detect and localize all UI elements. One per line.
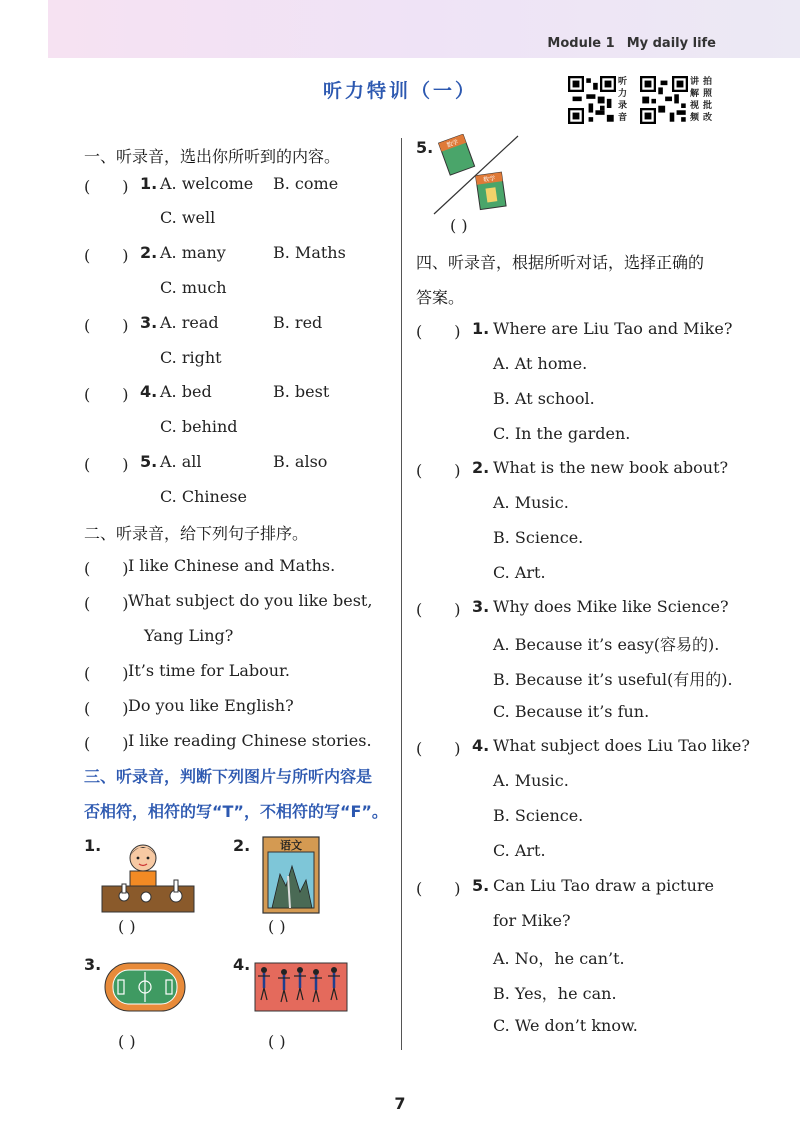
option-a: A. welcome — [160, 174, 254, 193]
item-number: 4. — [140, 382, 158, 401]
question: What is the new book about? — [493, 458, 729, 477]
question-cont: for Mike? — [493, 911, 571, 930]
column-divider — [401, 138, 402, 1050]
answer-blank[interactable]: ( ) — [84, 316, 129, 335]
option-a: A. No，he can’t. — [493, 949, 625, 968]
qr-code-icon[interactable] — [640, 76, 688, 124]
chinese-book-picture — [262, 836, 320, 914]
answer-blank[interactable]: ( ) — [84, 246, 129, 265]
pe-class-picture — [254, 962, 348, 1012]
option-c: C. Art. — [493, 841, 546, 860]
option-b: B. Science. — [493, 528, 584, 547]
option-a: A. Music. — [493, 771, 569, 790]
option-b: B. Maths — [273, 243, 346, 262]
book-title: 数学 — [482, 175, 496, 184]
qr-label-right2: 拍照批改 — [703, 77, 713, 123]
sentence: Do you like English? — [128, 696, 294, 715]
answer-blank[interactable]: ( ) — [416, 322, 461, 341]
question: What subject does Liu Tao like? — [493, 736, 750, 755]
item-number: 1. — [140, 174, 158, 193]
option-c: C. right — [160, 348, 222, 367]
pic-number: 1. — [84, 836, 102, 855]
option-b: B. At school. — [493, 389, 595, 408]
module-label: Module 1 — [547, 36, 615, 51]
option-c: C. much — [160, 278, 227, 297]
answer-blank[interactable]: ( ) — [118, 1032, 136, 1051]
answer-blank[interactable]: ( ) — [84, 594, 129, 613]
answer-blank[interactable]: ( ) — [84, 455, 129, 474]
option-b: B. best — [273, 382, 330, 401]
answer-blank[interactable]: ( ) — [416, 600, 461, 619]
answer-blank[interactable]: ( ) — [416, 739, 461, 758]
sentence: I like reading Chinese stories. — [128, 731, 372, 750]
option-b: B. Science. — [493, 806, 584, 825]
sentence-cont: Yang Ling? — [144, 626, 234, 645]
answer-blank[interactable]: ( ) — [84, 177, 129, 196]
item-number: 5. — [140, 452, 158, 471]
option-a: A. read — [160, 313, 219, 332]
answer-blank[interactable]: ( ) — [416, 461, 461, 480]
section4-heading-line2: 答案。 — [416, 288, 465, 307]
option-c: C. In the garden. — [493, 424, 631, 443]
option-c: C. We don’t know. — [493, 1016, 638, 1035]
qr-label-left: 听力录音 — [618, 77, 628, 123]
pic-number: 5. — [416, 138, 434, 157]
book-title: 语文 — [280, 839, 302, 852]
answer-blank[interactable]: ( ) — [268, 917, 286, 936]
page-title: 听力特训（一） — [322, 80, 477, 102]
option-a: A. Because it’s easy(容易的). — [493, 635, 720, 654]
book-title: 数学 — [445, 138, 460, 150]
answer-blank[interactable]: ( ) — [84, 664, 129, 683]
section1-heading: 一、听录音，选出你所听到的内容。 — [84, 147, 341, 166]
section2-heading: 二、听录音，给下列句子排序。 — [84, 524, 309, 543]
sentence: It’s time for Labour. — [128, 661, 291, 680]
sentence: I like Chinese and Maths. — [128, 556, 336, 575]
option-b: B. Yes，he can. — [493, 984, 617, 1003]
option-a: A. Music. — [493, 493, 569, 512]
page-number: 7 — [394, 1094, 406, 1113]
sentence: What subject do you like best, — [128, 591, 373, 610]
question: Can Liu Tao draw a picture — [493, 876, 714, 895]
option-b: B. come — [273, 174, 339, 193]
module-header — [547, 36, 716, 51]
question: Why does Mike like Science? — [493, 597, 729, 616]
qr-label-right: 讲解视频 — [690, 77, 700, 123]
answer-blank[interactable]: ( ) — [268, 1032, 286, 1051]
answer-blank[interactable]: ( ) — [84, 699, 129, 718]
option-c: C. Art. — [493, 563, 546, 582]
item-number: 1. — [472, 319, 490, 338]
answer-blank[interactable]: ( ) — [118, 917, 136, 936]
qr-code-icon[interactable] — [568, 76, 616, 124]
option-a: A. all — [160, 452, 202, 471]
option-b: B. also — [273, 452, 328, 471]
football-field-picture — [104, 962, 186, 1012]
item-number: 2. — [140, 243, 158, 262]
option-c: C. behind — [160, 417, 238, 436]
answer-blank[interactable]: ( ) — [416, 879, 461, 898]
pic-number: 3. — [84, 955, 102, 974]
item-number: 3. — [472, 597, 490, 616]
option-c: C. Because it’s fun. — [493, 702, 650, 721]
option-a: A. bed — [160, 382, 212, 401]
option-a: A. many — [160, 243, 226, 262]
answer-blank[interactable]: ( ) — [84, 734, 129, 753]
option-c: C. well — [160, 208, 216, 227]
pic-number: 4. — [233, 955, 251, 974]
item-number: 3. — [140, 313, 158, 332]
option-a: A. At home. — [493, 354, 588, 373]
answer-blank[interactable]: ( ) — [450, 216, 468, 235]
section3-heading-line1: 三、听录音，判断下列图片与所听内容是 — [84, 767, 373, 786]
section4-heading-line1: 四、听录音，根据所听对话，选择正确的 — [416, 253, 705, 272]
science-lab-picture — [100, 836, 196, 914]
item-number: 4. — [472, 736, 490, 755]
section3-heading-line2: 否相符，相符的写“T”，不相符的写“F”。 — [84, 802, 388, 821]
item-number: 2. — [472, 458, 490, 477]
pic-number: 2. — [233, 836, 251, 855]
unit-label: My daily life — [626, 36, 716, 51]
option-b: B. red — [273, 313, 323, 332]
option-b: B. Because it’s useful(有用的). — [493, 670, 733, 689]
answer-blank[interactable]: ( ) — [84, 385, 129, 404]
books-picture — [430, 134, 522, 218]
option-c: C. Chinese — [160, 487, 247, 506]
item-number: 5. — [472, 876, 490, 895]
answer-blank[interactable]: ( ) — [84, 559, 129, 578]
question: Where are Liu Tao and Mike? — [493, 319, 733, 338]
